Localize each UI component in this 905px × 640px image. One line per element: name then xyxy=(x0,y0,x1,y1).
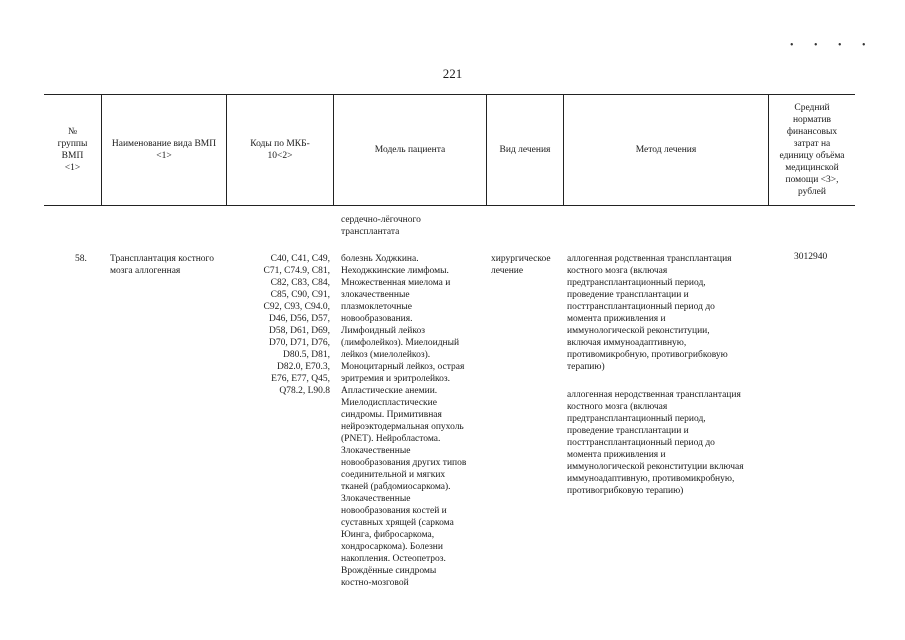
page-number: 221 xyxy=(442,66,463,81)
row-patient-model: болезнь Ходжкина. Неходжкинские лимфомы. Множественная миелома и злокачественные плазмоклеточные новообразования. Лимфоидный лейкоз (лимфолейкоз). Миелоидный лейкоз (миелолейкоз). Моноцитарный лейкоз, острая эритремия и эритролейкоз. Апластические анемии. Миелодиспластические синдромы. Примитивная нейроэктодермальная опухоль (PNET). Нейробластома. Злокачественные новообразования других типов соединительной и мягких тканей (рабдомиосаркома). Злокачественные новообразования костей и суставных хрящей (саркома Юинга, фибросаркома, хондросаркома). Болезни накопления. Остеопетроз. Врождённые синдромы костно-мозговой xyxy=(341,254,467,588)
header-patient-model: Модель пациента xyxy=(374,144,446,155)
header-vmp-name: Наименование вида ВМП <1> xyxy=(111,138,217,161)
row-treatment-method-2: аллогенная неродственная трансплантация костного мозга (включая предтрансплантационный период, проведение трансплантации и посттрансплантационный период до момента приживления и иммунологической реконституции включая иммуноадаптивную, противомикробную, противогрибковую терапию) xyxy=(567,390,744,496)
header-icd-codes: Коды по МКБ- 10<2> xyxy=(250,138,310,161)
continuation-text: сердечно-лёгочного трансплантата xyxy=(341,215,421,237)
row-treatment-method-1: аллогенная родственная трансплантация костного мозга (включая предтрансплантационный период, проведение трансплантации и посттрансплантационный период до момента приживления и иммунологической реконституции, включая иммуноадаптивную, противомикробную, противогрибковую терапию) xyxy=(567,254,732,372)
row-vmp-name: Трансплантация костного мозга аллогенная xyxy=(110,254,214,276)
row-group-number: 58. xyxy=(75,254,87,264)
row-icd-codes: C40, C41, C49, C71, C74.9, C81, C82, C83, C84, C85, C90, C91, C92, C93, C94.0, D46, D56, D57, D58, D61, D69, D70, D71, D76, D80.5, D81, D82.0, E70.3, E76, E77, Q45, Q78.2, L90.8 xyxy=(263,254,330,396)
scan-marks: • • • • xyxy=(790,40,875,51)
table-header-bottom-border xyxy=(44,205,855,206)
header-average-cost: Средний норматив финансовых затрат на единицу объёма медицинской помощи <3>, рублей xyxy=(779,102,845,197)
header-treatment-type: Вид лечения xyxy=(499,144,551,155)
row-treatment-type: хирургическое лечение xyxy=(491,254,551,276)
row-average-cost: 3012940 xyxy=(794,252,828,262)
header-group-number: № группы ВМП <1> xyxy=(57,126,88,173)
header-treatment-method: Метод лечения xyxy=(635,144,697,155)
